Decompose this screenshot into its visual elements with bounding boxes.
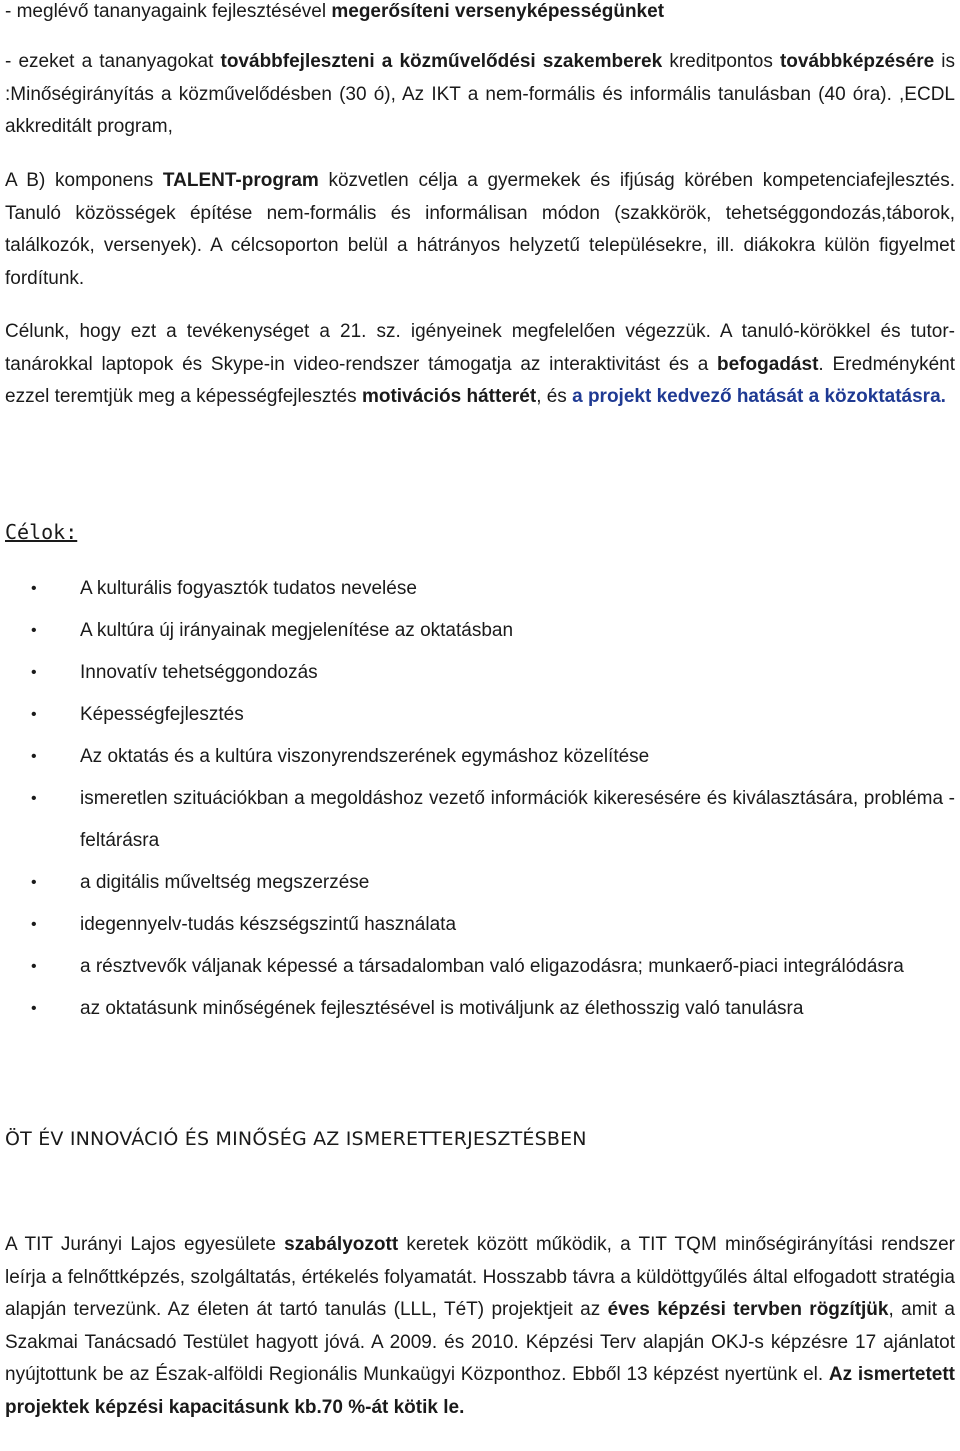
highlight-run: a projekt kedvező hatását a közoktatásra. bbox=[572, 386, 946, 407]
list-item-text: A kulturális fogyasztók tudatos nevelése bbox=[80, 578, 417, 599]
list-item-text: Képességfejlesztés bbox=[80, 704, 244, 725]
list-item-text: a digitális műveltség megszerzése bbox=[80, 872, 370, 893]
text-run: - meglévő tananyagaink fejlesztésével bbox=[5, 1, 332, 22]
bullet-dot-icon: • bbox=[31, 748, 37, 765]
bold-run: megerősíteni versenyképességünket bbox=[331, 1, 665, 22]
text-run: , amit a Szakmai Tanácsadó Testület hagyott jóvá. A 2009. és 2010. Képzési Terv alapján OKJ-s képzésre 17 ajánlatot nyújtottunk be az Észak-alföldi Regionális Munkaügyi Központhoz. Ebből 13 képzést nyertünk el. bbox=[5, 1299, 955, 1385]
list-item-text: az oktatásunk minőségének fejlesztésével is motiváljunk az élethosszig való tanulásra bbox=[80, 998, 804, 1019]
list-item-text: a résztvevők váljanak képessé a társadalomban való eligazodásra; munkaerő-piaci integrálódásra bbox=[80, 956, 904, 977]
bullet-dot-icon: • bbox=[31, 916, 37, 933]
list-item-text: Az oktatás és a kultúra viszonyrendszerének egymáshoz közelítése bbox=[80, 746, 650, 767]
goals-heading: Célok: bbox=[5, 520, 78, 544]
bullet-dot-icon: • bbox=[31, 958, 37, 975]
list-item bbox=[5, 652, 955, 694]
text-run: A TIT Jurányi Lajos egyesülete bbox=[5, 1234, 285, 1255]
bullet-dot-icon: • bbox=[31, 664, 37, 681]
text-run: - ezeket a tananyagokat bbox=[5, 51, 221, 72]
bullet-dot-icon: • bbox=[31, 706, 37, 723]
bold-run: szabályozott bbox=[284, 1234, 399, 1255]
list-item bbox=[5, 946, 955, 988]
list-item bbox=[5, 862, 955, 904]
bullet-dot-icon: • bbox=[31, 622, 37, 639]
text-run: Célunk, hogy ezt a tevékenységet a 21. sz. igényeinek megfelelően végezzük. A tanuló-körökkel és tutor- tanárokkal laptopok és Skype-in video-rendszer támogatja az interaktivitást és a bbox=[5, 321, 955, 375]
bullet-dot-icon: • bbox=[31, 790, 37, 807]
bullet-dot-icon: • bbox=[31, 580, 37, 597]
bold-run: motivációs hátterét bbox=[361, 386, 537, 407]
paragraph-tit-quality bbox=[5, 1229, 955, 1424]
bold-run: továbbképzésére bbox=[779, 51, 935, 72]
list-item-text: ismeretlen szituációkban a megoldáshoz vezető információk kikeresésére és kiválasztására, probléma - feltárásra bbox=[80, 788, 955, 851]
list-item bbox=[5, 904, 955, 946]
list-item bbox=[5, 610, 955, 652]
text-run: közvetlen célja a gyermekek és ifjúság körében kompetenciafejlesztés. Tanuló közösségek építése nem-formális és informálisan módon (szakkörök, tehetséggondozás,táborok, találkozók, versenyek). A célcsoporton belül a hátrányos helyzetű településekre, ill. diákokra külön figyelmet fordítunk. bbox=[5, 170, 955, 289]
bold-run: továbbfejleszteni a közművelődési szakemberek bbox=[220, 51, 663, 72]
section-heading: ÖT ÉV INNOVÁCIÓ ÉS MINŐSÉG AZ ISMERETTERJESZTÉSBEN bbox=[5, 1128, 587, 1150]
paragraph-further-training bbox=[5, 46, 955, 144]
text-run: , és bbox=[536, 386, 573, 407]
bold-run: TALENT-program bbox=[162, 170, 319, 191]
list-item bbox=[5, 568, 955, 610]
text-run: kreditpontos bbox=[662, 51, 780, 72]
list-item bbox=[5, 778, 955, 862]
list-item bbox=[5, 694, 955, 736]
list-item-text: Innovatív tehetséggondozás bbox=[80, 662, 318, 683]
list-item-text: A kultúra új irányainak megjelenítése az oktatásban bbox=[80, 620, 514, 641]
list-item-text: idegennyelv-tudás készségszintű használata bbox=[80, 914, 457, 935]
text-run: . Eredményként ezzel teremtjük meg a képességfejlesztés bbox=[5, 353, 955, 407]
bullet-dot-icon: • bbox=[31, 1000, 37, 1017]
paragraph-competitiveness bbox=[5, 0, 955, 29]
paragraph-talent-program bbox=[5, 165, 955, 295]
list-item bbox=[5, 736, 955, 778]
text-run: A B) komponens bbox=[5, 170, 163, 191]
paragraph-aim bbox=[5, 316, 955, 414]
text-run: is :Minőségirányítás a közművelődésben (30 ó), Az IKT a nem-formális és informális tanulásban (40 óra). ,ECDL akkreditált program, bbox=[5, 51, 956, 137]
text-run: keretek között működik, a TIT TQM minőségirányítási rendszer leírja a felnőttképzés, szolgáltatás, értékelés folyamatát. Hosszabb távra a küldöttgyűlés által elfogadott stratégia alapján tervezünk. Az életen át tartó tanulás (LLL, TéT) projektjeit az bbox=[5, 1234, 955, 1320]
list-item bbox=[5, 988, 955, 1030]
bold-run: éves képzési tervben rögzítjük bbox=[607, 1299, 889, 1320]
bullet-dot-icon: • bbox=[31, 874, 37, 891]
bold-run: befogadást bbox=[717, 353, 819, 375]
goals-list bbox=[5, 568, 955, 1030]
bold-run: Az ismertetett projektek képzési kapacitásunk kb.70 %-át kötik le. bbox=[5, 1364, 955, 1418]
